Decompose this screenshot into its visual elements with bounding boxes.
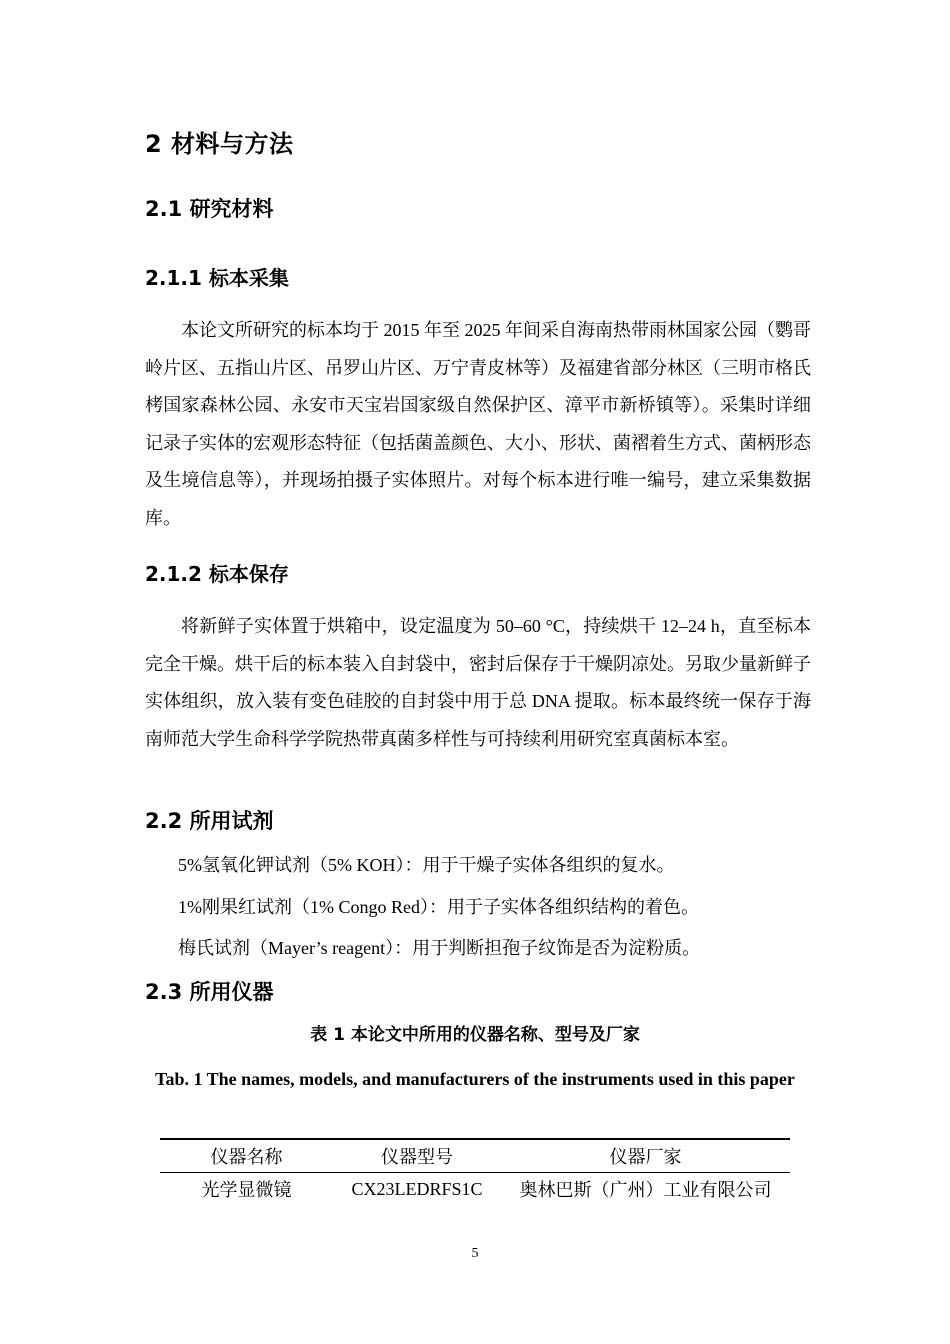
subsection-title-2-3: 2.3 所用仪器 [145,980,274,1004]
paragraph-specimen-collection: 本论文所研究的标本均于 2015 年至 2025 年间采自海南热带雨林国家公园（鹦哥岭片区、五指山片区、吊罗山片区、万宁青皮林等）及福建省部分林区（三明市格氏栲国家森林公园、永安市天宝岩国家级自然保护区、漳平市新桥镇等）。采集时详细记录子实体的宏观形态特征（包括菌盖颜色、大小、形状、菌褶着生方式、菌柄形态及生境信息等），并现场拍摄子实体照片。对每个标本进行唯一编号，建立采集数据库。 [145,320,811,528]
subsection-title-2-1: 2.1 研究材料 [145,197,274,221]
paragraph-specimen-preservation: 将新鲜子实体置于烘箱中，设定温度为 50–60 °C，持续烘干 12–24 h，直至标本完全干燥。烘干后的标本装入自封袋中，密封后保存于干燥阴凉处。另取少量新鲜子实体组织，放入装有变色硅胶的自封袋中用于总 DNA 提取。标本最终统一保存于海南师范大学生命科学学院热带真菌多样性与可持续利用研究室真菌标本室。 [145,616,811,749]
table-header-cell: 仪器名称 [160,1139,333,1173]
table-header-cell: 仪器型号 [333,1139,501,1173]
table-cell: CX23LEDRFS1C [351,1178,483,1199]
reagent-item: 1%刚果红试剂（1% Congo Red）：用于子实体各组织结构的着色。 [178,897,699,917]
table-header-cell: 仪器厂家 [501,1139,790,1173]
section-title: 2 材料与方法 [145,130,294,158]
reagent-item: 5%氢氧化钾试剂（5% KOH）：用于干燥子实体各组织的复水。 [178,855,675,875]
table-cell: 光学显微镜 [201,1180,292,1200]
page-number: 5 [471,1246,479,1261]
subsection-title-2-1-2: 2.1.2 标本保存 [145,562,289,586]
table-caption-english: Tab. 1 The names, models, and manufacturers of the instruments used in this paper [155,1069,795,1089]
table-row [160,1173,790,1206]
subsection-title-2-1-1: 2.1.1 标本采集 [145,266,289,290]
instruments-table [160,1138,790,1205]
table-cell: 奥林巴斯（广州）工业有限公司 [519,1180,772,1200]
subsection-title-2-2: 2.2 所用试剂 [145,809,274,833]
table-header-row [160,1139,790,1173]
reagent-item: 梅氏试剂（Mayer’s reagent）：用于判断担孢子纹饰是否为淀粉质。 [178,938,701,958]
table-caption-chinese: 表 1 本论文中所用的仪器名称、型号及厂家 [310,1025,640,1045]
